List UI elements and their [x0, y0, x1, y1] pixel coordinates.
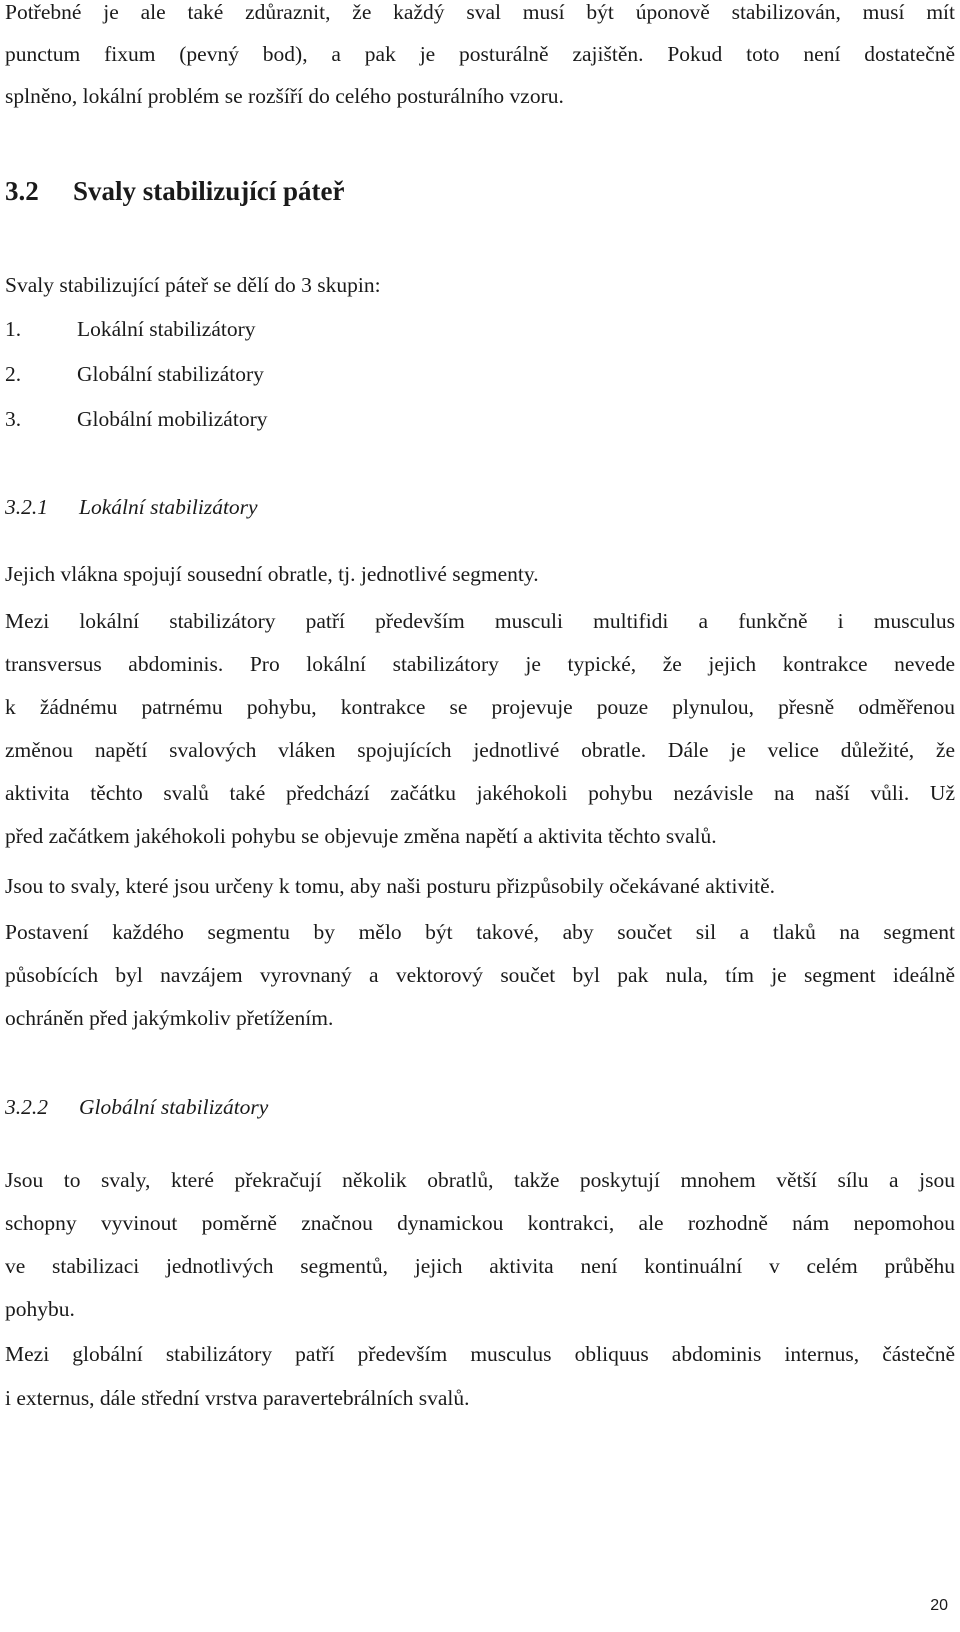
paragraph-line: Jsou to svaly, které překračují několik obratlů, takže poskytují mnohem větší sílu a jsou	[5, 1168, 955, 1192]
page-number: 20	[930, 1597, 948, 1614]
section-heading-3-2	[5, 178, 345, 205]
paragraph-line: transversus abdominis. Pro lokální stabilizátory je typické, že jejich kontrakce nevede	[5, 652, 955, 676]
paragraph-line: Jejich vlákna spojují sousední obratle, tj. jednotlivé segmenty.	[5, 562, 539, 586]
section-title: Svaly stabilizující páteř	[73, 176, 345, 206]
section-intro: Svaly stabilizující páteř se dělí do 3 skupin:	[5, 273, 381, 297]
paragraph-line: změnou napětí svalových vláken spojujících jednotlivé obratle. Dále je velice důležité, že	[5, 738, 955, 762]
paragraph-line: před začátkem jakéhokoli pohybu se objevuje změna napětí a aktivita těchto svalů.	[5, 824, 717, 848]
subsection-number: 3.2.1	[5, 495, 48, 519]
paragraph-line: Postavení každého segmentu by mělo být takové, aby součet sil a tlaků na segment	[5, 920, 955, 944]
paragraph-line: ve stabilizaci jednotlivých segmentů, jejich aktivita není kontinuální v celém průběhu	[5, 1254, 955, 1278]
paragraph-line: schopny vyvinout poměrně značnou dynamickou kontrakci, ale rozhodně nám nepomohou	[5, 1211, 955, 1235]
paragraph-line: Mezi globální stabilizátory patří především musculus obliquus abdominis internus, částečně	[5, 1342, 955, 1366]
paragraph-line: Mezi lokální stabilizátory patří především musculi multifidi a funkčně i musculus	[5, 609, 955, 633]
paragraph-line: i externus, dále střední vrstva paravertebrálních svalů.	[5, 1386, 470, 1410]
subsection-title: Globální stabilizátory	[79, 1095, 269, 1119]
paragraph-line: splněno, lokální problém se rozšíří do celého posturálního vzoru.	[5, 84, 564, 108]
paragraph-line: k žádnému patrnému pohybu, kontrakce se projevuje pouze plynulou, přesně odměřenou	[5, 695, 955, 719]
paragraph-line: Potřebné je ale také zdůraznit, že každý sval musí být úponově stabilizován, musí mít	[5, 0, 955, 24]
subsection-title: Lokální stabilizátory	[79, 495, 258, 519]
paragraph-line: punctum fixum (pevný bod), a pak je posturálně zajištěn. Pokud toto není dostatečně	[5, 42, 955, 66]
list-item: 2. Globální stabilizátory	[5, 362, 264, 386]
paragraph-line: aktivita těchto svalů také předchází začátku jakéhokoli pohybu nezávisle na naší vůli. Už	[5, 781, 955, 805]
subsection-number: 3.2.2	[5, 1095, 48, 1119]
section-number: 3.2	[5, 176, 39, 206]
list-item: 1. Lokální stabilizátory	[5, 317, 256, 341]
subsection-heading-3-2-2	[5, 1097, 268, 1119]
paragraph-line: působících byl navzájem vyrovnaný a vektorový součet byl pak nula, tím je segment ideálně	[5, 963, 955, 987]
list-item: 3. Globální mobilizátory	[5, 407, 268, 431]
paragraph-line: Jsou to svaly, které jsou určeny k tomu, aby naši posturu přizpůsobily očekávané aktivitě.	[5, 874, 776, 898]
paragraph-line: ochráněn před jakýmkoliv přetížením.	[5, 1006, 334, 1030]
subsection-heading-3-2-1	[5, 497, 258, 519]
paragraph-line: pohybu.	[5, 1297, 75, 1321]
